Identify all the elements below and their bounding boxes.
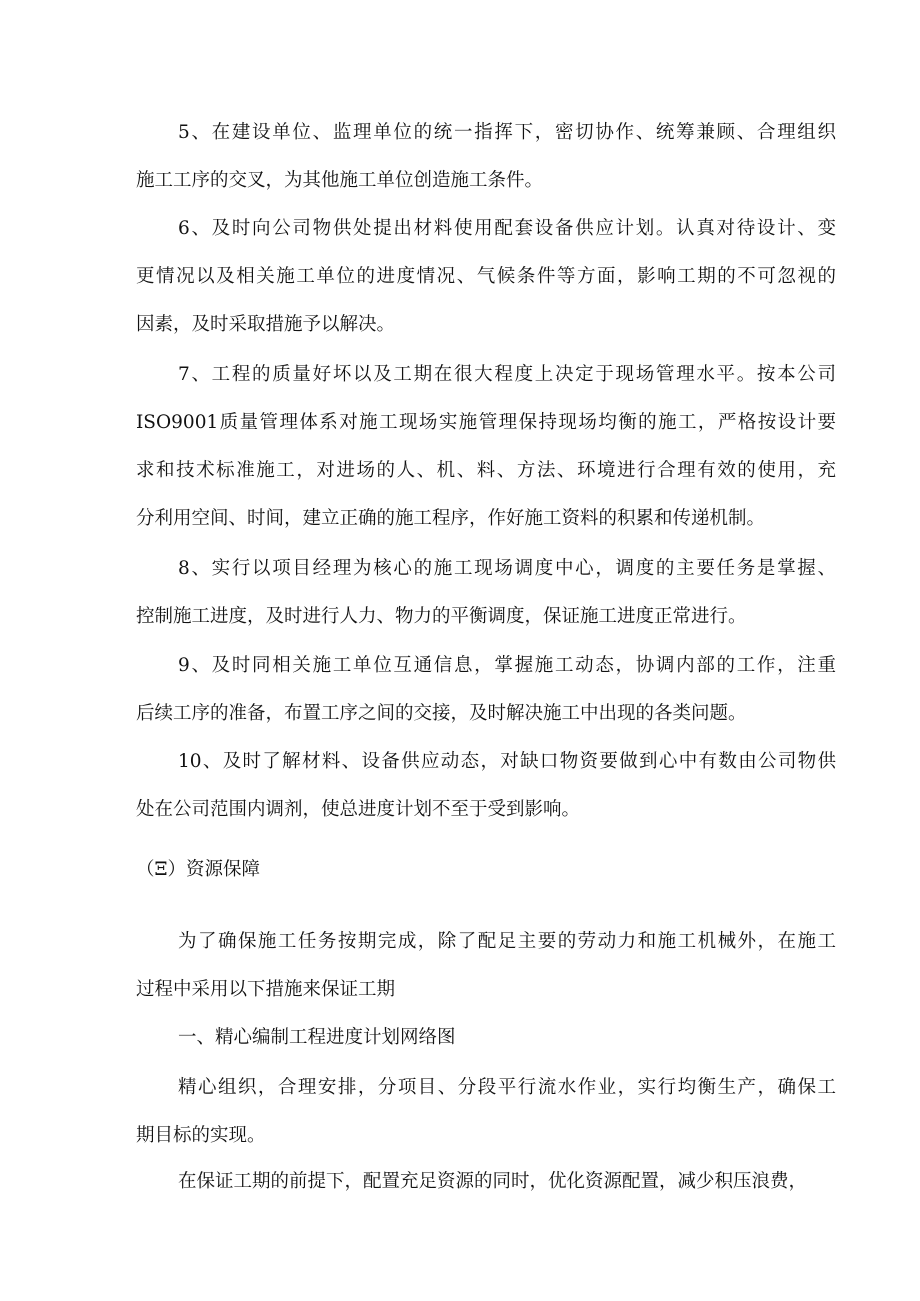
paragraph-line: 过程中采用以下措施来保证工期 [136, 979, 396, 1000]
paragraph-line: ISO9001质量管理体系对施工现场实施管理保持现场均衡的施工，严格按设计要 [136, 412, 836, 433]
paragraph-item-10 [136, 738, 836, 834]
paragraph-item-5 [136, 109, 836, 205]
paragraph-line: 后续工序的准备，布置工序之间的交接，及时解决施工中出现的各类问题。 [136, 703, 747, 724]
paragraph-line: 5、在建设单位、监理单位的统一指挥下，密切协作、统筹兼顾、合理组织 [178, 122, 836, 143]
paragraph-item-6 [136, 205, 836, 349]
paragraph-line: 7、工程的质量好坏以及工期在很大程度上决定于现场管理水平。按本公司 [178, 364, 836, 385]
paragraph-line: 求和技术标准施工，对进场的人、机、料、方法、环境进行合理有效的使用，充 [136, 460, 836, 481]
paragraph-item-7 [136, 351, 836, 543]
paragraph-line: 精心组织，合理安排，分项目、分段平行流水作业，实行均衡生产，确保工 [178, 1077, 836, 1098]
body-paragraph [136, 1158, 836, 1206]
paragraph-line: 在保证工期的前提下，配置充足资源的同时，优化资源配置，减少积压浪费， [178, 1171, 808, 1192]
body-paragraph [136, 1064, 836, 1160]
paragraph-line: 处在公司范围内调剂，使总进度计划不至于受到影响。 [136, 799, 581, 820]
subheading: 一、精心编制工程进度计划网络图 [178, 1027, 456, 1048]
paragraph-line: 10、及时了解材料、设备供应动态，对缺口物资要做到心中有数由公司物供 [178, 751, 836, 772]
section-heading: （Ξ）资源保障 [136, 859, 261, 880]
paragraph-line: 更情况以及相关施工单位的进度情况、气候条件等方面，影响工期的不可忽视的 [136, 266, 836, 287]
paragraph-line: 6、及时向公司物供处提出材料使用配套设备供应计划。认真对待设计、变 [178, 218, 836, 239]
paragraph-line: 9、及时同相关施工单位互通信息，掌握施工动态，协调内部的工作，注重 [178, 655, 836, 676]
paragraph-item-8 [136, 545, 836, 641]
intro-paragraph [136, 918, 836, 1014]
paragraph-line: 因素，及时采取措施予以解决。 [136, 314, 396, 335]
paragraph-line: 控制施工进度，及时进行人力、物力的平衡调度，保证施工进度正常进行。 [136, 606, 747, 627]
paragraph-line: 期目标的实现。 [136, 1125, 266, 1146]
paragraph-line: 8、实行以项目经理为核心的施工现场调度中心，调度的主要任务是掌握、 [178, 558, 836, 579]
paragraph-line: 为了确保施工任务按期完成，除了配足主要的劳动力和施工机械外，在施工 [178, 931, 836, 952]
paragraph-line: 分利用空间、时间，建立正确的施工程序，作好施工资料的积累和传递机制。 [136, 508, 766, 529]
paragraph-line: 施工工序的交叉，为其他施工单位创造施工条件。 [136, 170, 544, 191]
paragraph-item-9 [136, 642, 836, 738]
